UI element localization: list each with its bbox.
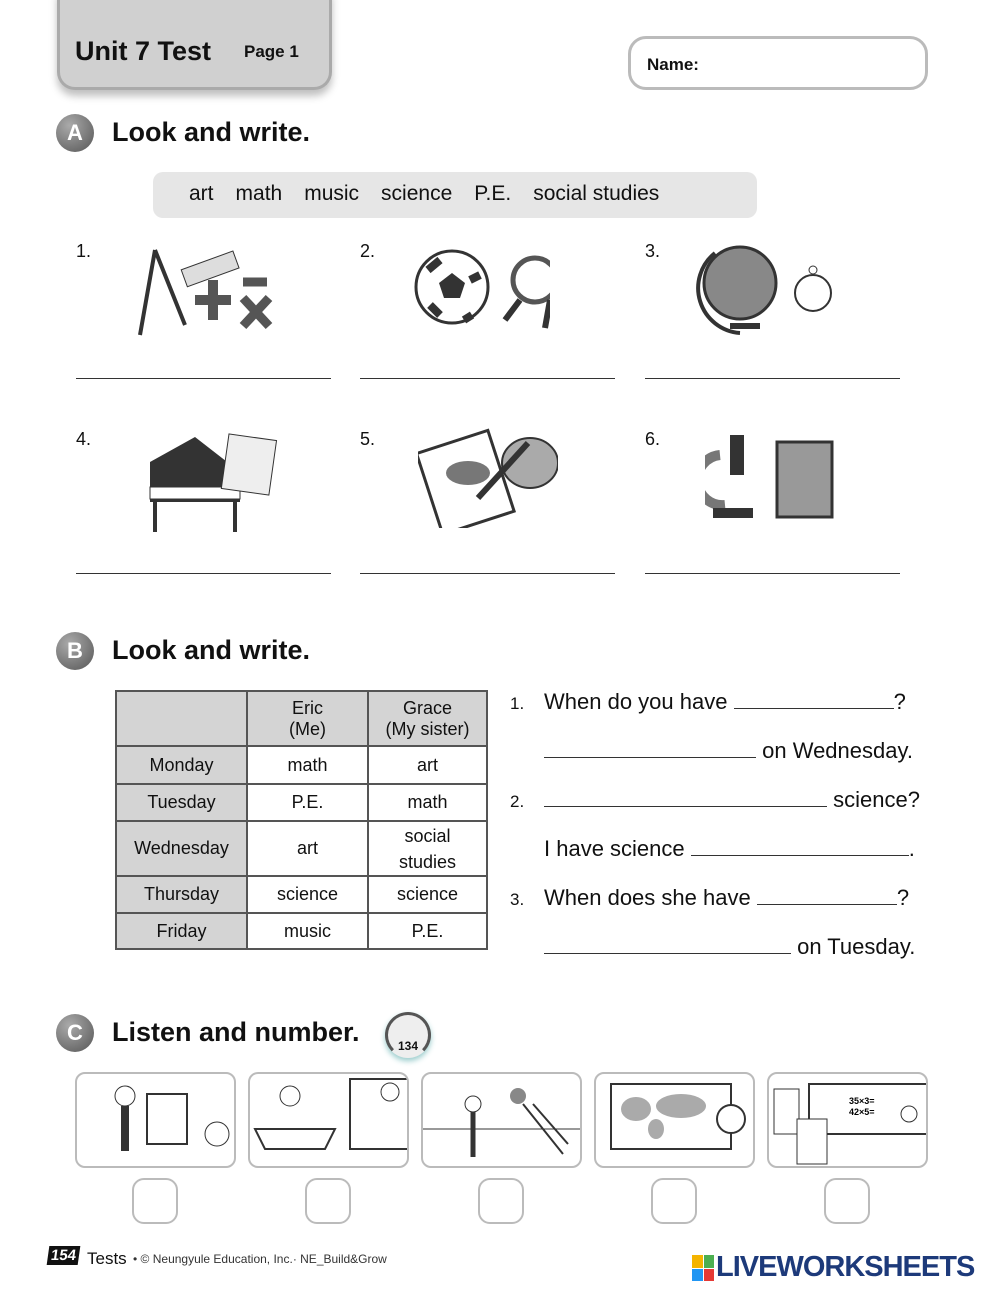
liveworksheets-logo-icon (692, 1255, 714, 1281)
blank-input[interactable] (691, 838, 909, 856)
blank-input[interactable] (544, 936, 791, 954)
question-2 (510, 787, 920, 813)
table-row (116, 821, 487, 876)
section-b-instruction: Look and write. (112, 635, 311, 665)
answer-2 (544, 836, 915, 862)
soccer-ball-jump-rope-icon (410, 245, 550, 345)
answer-line-6[interactable] (645, 573, 900, 574)
word: math (235, 182, 283, 205)
blank-input[interactable] (544, 740, 756, 758)
answer-text: I have science (544, 836, 685, 861)
schedule-table (115, 690, 488, 950)
audio-track-button[interactable] (385, 1012, 431, 1058)
table-row (116, 746, 487, 784)
table-cell: Monday (116, 746, 247, 784)
question-text: ? (893, 689, 906, 714)
page-title: Unit 7 Test (75, 36, 212, 66)
word: science (381, 182, 453, 205)
word-bank (153, 172, 757, 218)
table-header-row (116, 691, 487, 746)
liveworksheets-brand[interactable]: LIVEWORKSHEETS (716, 1251, 975, 1283)
name-label: Name: (647, 55, 699, 74)
picture-social-studies-class (594, 1072, 755, 1168)
item-number: 4. (76, 429, 92, 449)
picture-pe-class (421, 1072, 582, 1168)
table-cell: math (247, 746, 368, 784)
page-label: Page 1 (244, 42, 299, 61)
section-b-badge: B (56, 632, 94, 670)
table-cell: science (368, 876, 487, 913)
table-row (116, 784, 487, 821)
section-c-badge: C (56, 1014, 94, 1052)
table-cell: Friday (116, 913, 247, 949)
answer-line-2[interactable] (360, 378, 615, 379)
table-cell: P.E. (368, 913, 487, 949)
answer-text: . (908, 836, 915, 861)
table-cell: math (368, 784, 487, 821)
answer-text: on Tuesday. (797, 934, 916, 959)
footer-copyright: • © Neungyule Education, Inc.· NE_Build&Grow (133, 1252, 387, 1266)
page-number: 154 (47, 1246, 81, 1265)
number-answer-box[interactable] (478, 1178, 524, 1224)
item-number: 6. (645, 429, 661, 449)
sketchbook-palette-icon (418, 428, 558, 528)
number-answer-box[interactable] (305, 1178, 351, 1224)
table-header (116, 691, 247, 746)
word: P.E. (474, 182, 512, 205)
footer-section: Tests (87, 1249, 127, 1268)
number-answer-box[interactable] (132, 1178, 178, 1224)
picture-art-class (75, 1072, 236, 1168)
table-cell: social studies (368, 821, 487, 876)
table-cell: P.E. (247, 784, 368, 821)
number-answer-box[interactable] (651, 1178, 697, 1224)
table-cell: science (247, 876, 368, 913)
word: social studies (533, 182, 660, 205)
question-text: science? (833, 787, 920, 812)
blank-input[interactable] (544, 789, 827, 807)
section-c-instruction: Listen and number. (112, 1017, 360, 1047)
table-cell: Tuesday (116, 784, 247, 821)
word: art (189, 182, 214, 205)
question-text: When does she have (544, 885, 751, 910)
question-1 (510, 689, 906, 715)
answer-line-5[interactable] (360, 573, 615, 574)
table-row (116, 876, 487, 913)
piano-sheet-music-icon (145, 432, 285, 532)
svg-text:35×3=: 35×3= (849, 1096, 875, 1106)
picture-math-class (767, 1072, 928, 1168)
question-3 (510, 885, 909, 911)
answer-3 (544, 934, 915, 960)
section-a-instruction: Look and write. (112, 117, 311, 147)
headphones-icon: 134 (397, 1039, 419, 1053)
question-text: When do you have (544, 689, 728, 714)
name-field[interactable] (628, 36, 928, 90)
table-cell: art (368, 746, 487, 784)
word: music (304, 182, 360, 205)
math-tools-icon (135, 240, 275, 340)
item-number: 1. (76, 241, 92, 261)
table-cell: Thursday (116, 876, 247, 913)
svg-text:42×5=: 42×5= (849, 1107, 875, 1117)
microscope-beaker-icon (705, 430, 845, 530)
item-number: 2. (360, 241, 376, 261)
item-number: 3. (645, 241, 661, 261)
globe-compass-icon (695, 238, 835, 338)
table-header: Eric (Me) (247, 691, 368, 746)
answer-1 (544, 738, 913, 764)
question-number: 3. (510, 890, 525, 909)
picture-science-class (248, 1072, 409, 1168)
answer-line-1[interactable] (76, 378, 331, 379)
table-row (116, 913, 487, 949)
table-cell: art (247, 821, 368, 876)
question-number: 2. (510, 792, 525, 811)
table-cell: music (247, 913, 368, 949)
answer-text: on Wednesday. (762, 738, 913, 763)
blank-input[interactable] (734, 691, 894, 709)
question-number: 1. (510, 694, 525, 713)
table-header: Grace (My sister) (368, 691, 487, 746)
blank-input[interactable] (757, 887, 897, 905)
number-answer-box[interactable] (824, 1178, 870, 1224)
answer-line-4[interactable] (76, 573, 331, 574)
copyright-text: © Neungyule Education, Inc.· NE_Build&Grow (140, 1252, 387, 1266)
item-number: 5. (360, 429, 376, 449)
table-cell: Wednesday (116, 821, 247, 876)
question-text: ? (896, 885, 910, 910)
answer-line-3[interactable] (645, 378, 900, 379)
section-a-badge: A (56, 114, 94, 152)
